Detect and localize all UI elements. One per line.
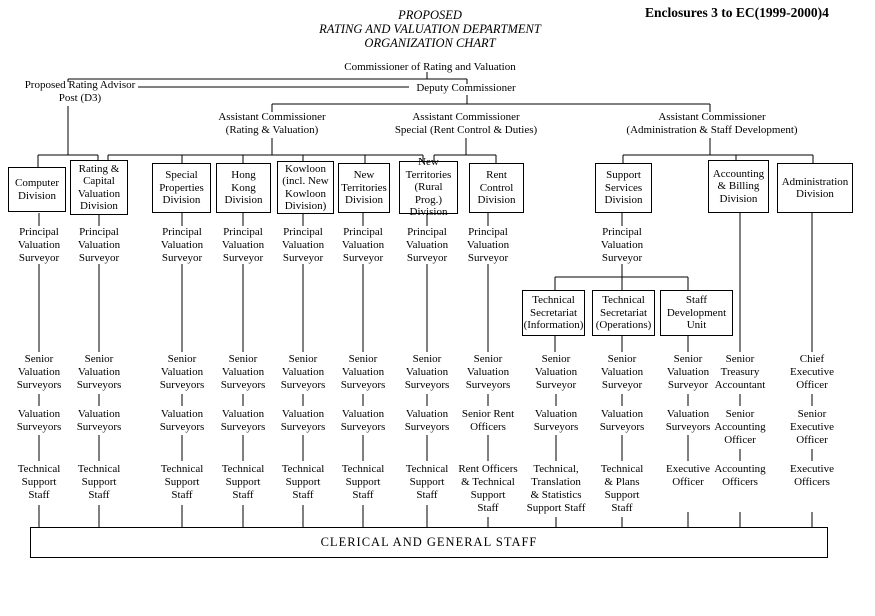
clerical-general-staff-box: CLERICAL AND GENERAL STAFF (30, 527, 828, 558)
principal-surveyor-col-9: Principal Valuation Surveyor (600, 226, 644, 264)
support-row-col-3: Technical Support Staff (160, 463, 204, 501)
division-box-rating-capital-valuation: Rating & Capital Valuation Division (70, 160, 128, 215)
senior-row-col-8: Senior Valuation Surveyors (465, 353, 511, 391)
officer-row-col-11: Valuation Surveyors (665, 408, 711, 433)
senior-row-col-10: Senior Valuation Surveyor (600, 353, 644, 391)
assistant-commissioner-rating-label: Assistant Commissioner (Rating & Valuation) (218, 111, 326, 136)
officer-row-col-1: Valuation Surveyors (16, 408, 62, 433)
support-row-col-2: Technical Support Staff (77, 463, 121, 501)
senior-row-col-3: Senior Valuation Surveyors (159, 353, 205, 391)
unit-box-technical-secretariat-information: Technical Secretariat (Information) (522, 290, 585, 336)
unit-box-staff-development: Staff Development Unit (660, 290, 733, 336)
senior-row-col-11: Senior Valuation Surveyor (666, 353, 710, 391)
division-box-support-services: Support Services Division (595, 163, 652, 213)
officer-row-col-3: Valuation Surveyors (159, 408, 205, 433)
assistant-commissioner-admin-label: Assistant Commissioner (Administration & Staff Development) (626, 111, 798, 136)
support-row-col-8: Rent Officers & Technical Support Staff (458, 463, 518, 514)
support-row-col-6: Technical Support Staff (341, 463, 385, 501)
principal-surveyor-col-6: Principal Valuation Surveyor (341, 226, 385, 264)
senior-row-col-4: Senior Valuation Surveyors (220, 353, 266, 391)
enclosure-reference: Enclosures 3 to EC(1999-2000)4 (645, 5, 829, 20)
senior-row-col-9: Senior Valuation Surveyor (534, 353, 578, 391)
senior-row-col-5: Senior Valuation Surveyors (280, 353, 326, 391)
division-box-new-territories-rural: New Territories (Rural Prog.) Division (399, 161, 458, 214)
principal-surveyor-col-2: Principal Valuation Surveyor (77, 226, 121, 264)
support-row-col-7: Technical Support Staff (405, 463, 449, 501)
deputy-commissioner-label: Deputy Commissioner (416, 82, 516, 94)
unit-box-technical-secretariat-operations: Technical Secretariat (Operations) (592, 290, 655, 336)
division-box-rent-control: Rent Control Division (469, 163, 524, 213)
officer-row-col-2: Valuation Surveyors (76, 408, 122, 433)
officer-row-col-7: Valuation Surveyors (404, 408, 450, 433)
support-row-col-4: Technical Support Staff (221, 463, 265, 501)
officer-row-col-13: Senior Executive Officer (790, 408, 834, 446)
division-box-kowloon: Kowloon (incl. New Kowloon Division) (277, 161, 334, 214)
senior-row-col-7: Senior Valuation Surveyors (404, 353, 450, 391)
principal-surveyor-col-3: Principal Valuation Surveyor (160, 226, 204, 264)
support-row-col-12: Accounting Officers (714, 463, 766, 488)
principal-surveyor-col-1: Principal Valuation Surveyor (17, 226, 61, 264)
division-box-computer: Computer Division (8, 167, 66, 212)
proposed-rating-advisor-label: Proposed Rating Advisor Post (D3) (24, 79, 136, 104)
division-box-new-territories: New Territories Division (338, 163, 390, 213)
division-box-accounting-billing: Accounting & Billing Division (708, 160, 769, 213)
officer-row-col-5: Valuation Surveyors (280, 408, 326, 433)
support-row-col-9: Technical, Translation & Statistics Support Staff (526, 463, 586, 514)
division-box-special-properties: Special Properties Division (152, 163, 211, 213)
principal-surveyor-col-7: Principal Valuation Surveyor (405, 226, 449, 264)
commissioner-label: Commissioner of Rating and Valuation (344, 61, 516, 73)
senior-row-col-13: Chief Executive Officer (790, 353, 834, 391)
senior-row-col-6: Senior Valuation Surveyors (340, 353, 386, 391)
division-box-hong-kong: Hong Kong Division (216, 163, 271, 213)
senior-row-col-1: Senior Valuation Surveyors (16, 353, 62, 391)
support-row-col-13: Executive Officers (790, 463, 834, 488)
principal-surveyor-col-4: Principal Valuation Surveyor (221, 226, 265, 264)
officer-row-col-8: Senior Rent Officers (461, 408, 515, 433)
support-row-col-5: Technical Support Staff (281, 463, 325, 501)
principal-surveyor-col-5: Principal Valuation Surveyor (281, 226, 325, 264)
officer-row-col-9: Valuation Surveyors (533, 408, 579, 433)
officer-row-col-6: Valuation Surveyors (340, 408, 386, 433)
support-row-col-1: Technical Support Staff (17, 463, 61, 501)
support-row-col-11: Executive Officer (666, 463, 710, 488)
support-row-col-10: Technical & Plans Support Staff (600, 463, 644, 514)
senior-row-col-2: Senior Valuation Surveyors (76, 353, 122, 391)
officer-row-col-4: Valuation Surveyors (220, 408, 266, 433)
page-title: PROPOSED RATING AND VALUATION DEPARTMENT ORGANIZATION CHART (319, 8, 541, 50)
officer-row-col-12: Senior Accounting Officer (714, 408, 766, 446)
division-box-administration: Administration Division (777, 163, 853, 213)
senior-row-col-12: Senior Treasury Accountant (714, 353, 766, 391)
principal-surveyor-col-8: Principal Valuation Surveyor (466, 226, 510, 264)
officer-row-col-10: Valuation Surveyors (599, 408, 645, 433)
assistant-commissioner-special-label: Assistant Commissioner Special (Rent Control & Duties) (394, 111, 538, 136)
